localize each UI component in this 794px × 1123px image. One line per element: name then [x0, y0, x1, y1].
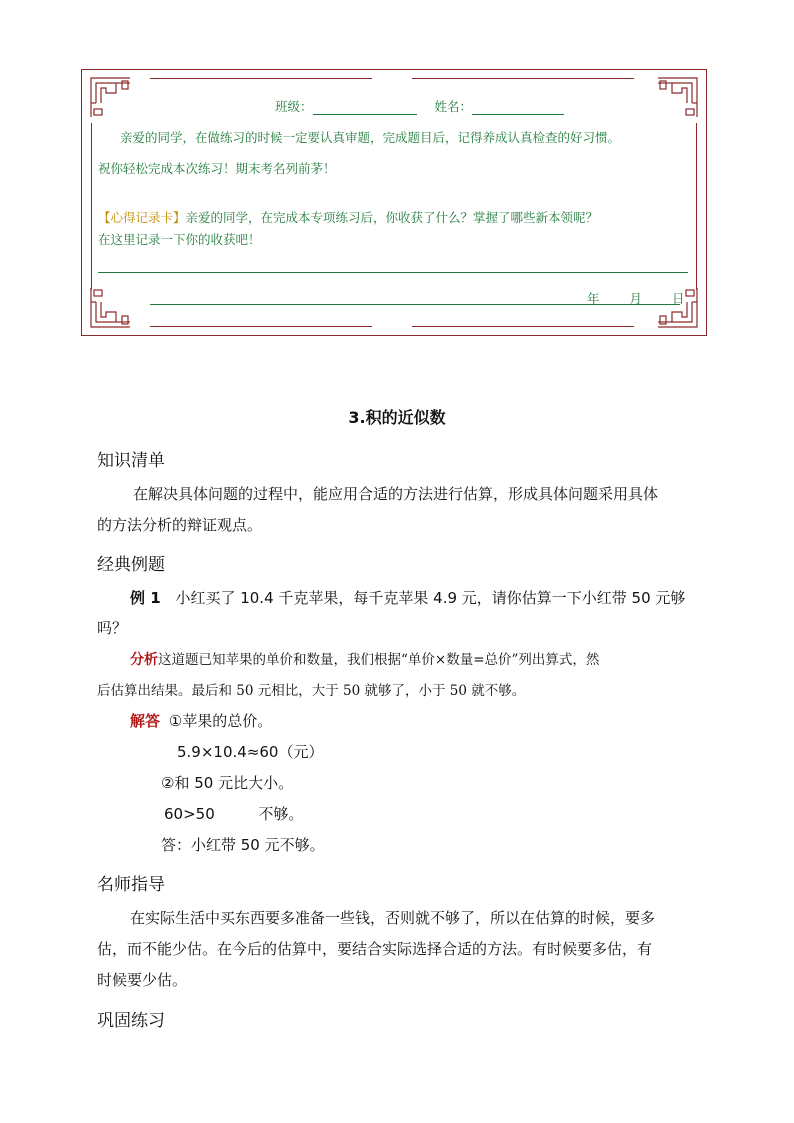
answer-label: 解答: [130, 712, 161, 730]
analysis-line-2: 后估算出结果。最后和 50 元相比，大于 50 就够了，小于 50 就不够。: [97, 683, 526, 699]
teacher-heading: 名师指导: [97, 875, 165, 895]
example-text: 小红买了 10.4 千克苹果，每千克苹果 4.9 元，请你估算一下小红带 50 元够: [175, 589, 686, 607]
date-month: 月: [629, 291, 642, 306]
teacher-line-1: 在实际生活中买东西要多准备一些钱，否则就不够了，所以在估算的时候，要多: [130, 909, 656, 927]
example-label: 例 1: [130, 589, 161, 607]
frame-line: [412, 78, 634, 79]
card-note-text-2: 在这里记录一下你的收获吧！: [98, 232, 261, 247]
name-label: 姓名：: [434, 99, 472, 114]
note-text: 亲爱的同学，在完成本专项练习后，你收获了什么？掌握了哪些新本领呢？: [185, 210, 599, 225]
example-heading: 经典例题: [97, 555, 165, 575]
answer-compare-row: [164, 799, 303, 830]
knowledge-line-2: 的方法分析的辩证观点。: [97, 516, 263, 534]
date-day: 日: [671, 291, 685, 306]
teacher-line-3: 时候要少估。: [97, 971, 188, 989]
answer-line-1: [130, 706, 272, 737]
corner-ornament-icon: [86, 73, 134, 121]
frame-line: [696, 123, 697, 290]
answer-compare: 60>50: [164, 805, 215, 823]
frame-line: [91, 123, 92, 290]
note-tag: 【心得记录卡】: [98, 210, 186, 225]
class-name-row: [275, 97, 564, 115]
frame-line: [150, 326, 372, 327]
knowledge-line-1: 在解决具体问题的过程中，能应用合适的方法进行估算，形成具体问题采用具体: [133, 485, 659, 503]
answer-final: 答：小红带 50 元不够。: [161, 836, 325, 854]
practice-heading: 巩固练习: [97, 1011, 165, 1031]
class-label: 班级：: [275, 99, 313, 114]
answer-calc: 5.9×10.4≈60（元）: [177, 743, 324, 761]
teacher-line-2: 估，而不能少估。在今后的估算中，要结合实际选择合适的方法。有时候要多估，有: [97, 940, 653, 958]
example-line-2: 吗？: [97, 619, 128, 637]
knowledge-heading: 知识清单: [97, 451, 165, 471]
class-blank[interactable]: [313, 100, 417, 115]
example-line-1: [130, 583, 685, 614]
answer-result: 不够。: [258, 805, 304, 823]
frame-line: [412, 326, 634, 327]
date-year: 年: [587, 291, 600, 306]
corner-ornament-icon: [86, 284, 134, 332]
page-title: 3.积的近似数: [348, 408, 446, 427]
note-writing-line: [98, 272, 688, 273]
frame-line: [150, 78, 372, 79]
card-wish: 祝你轻松完成本次练习！期末考名列前茅！: [98, 161, 336, 176]
date-row: [587, 289, 684, 307]
corner-ornament-icon: [654, 73, 702, 121]
card-note-row: [98, 208, 598, 226]
analysis-label: 分析: [130, 652, 158, 668]
card-greeting: 亲爱的同学，在做练习的时候一定要认真审题，完成题目后，记得养成认真检查的好习惯。: [120, 130, 621, 145]
name-blank[interactable]: [472, 100, 564, 115]
analysis-text: 这道题已知苹果的单价和数量，我们根据“单价×数量=总价”列出算式，然: [158, 652, 600, 668]
answer-step-1: ①苹果的总价。: [168, 712, 273, 730]
answer-step-2: ②和 50 元比大小。: [161, 774, 294, 792]
analysis-line-1: [130, 645, 599, 676]
